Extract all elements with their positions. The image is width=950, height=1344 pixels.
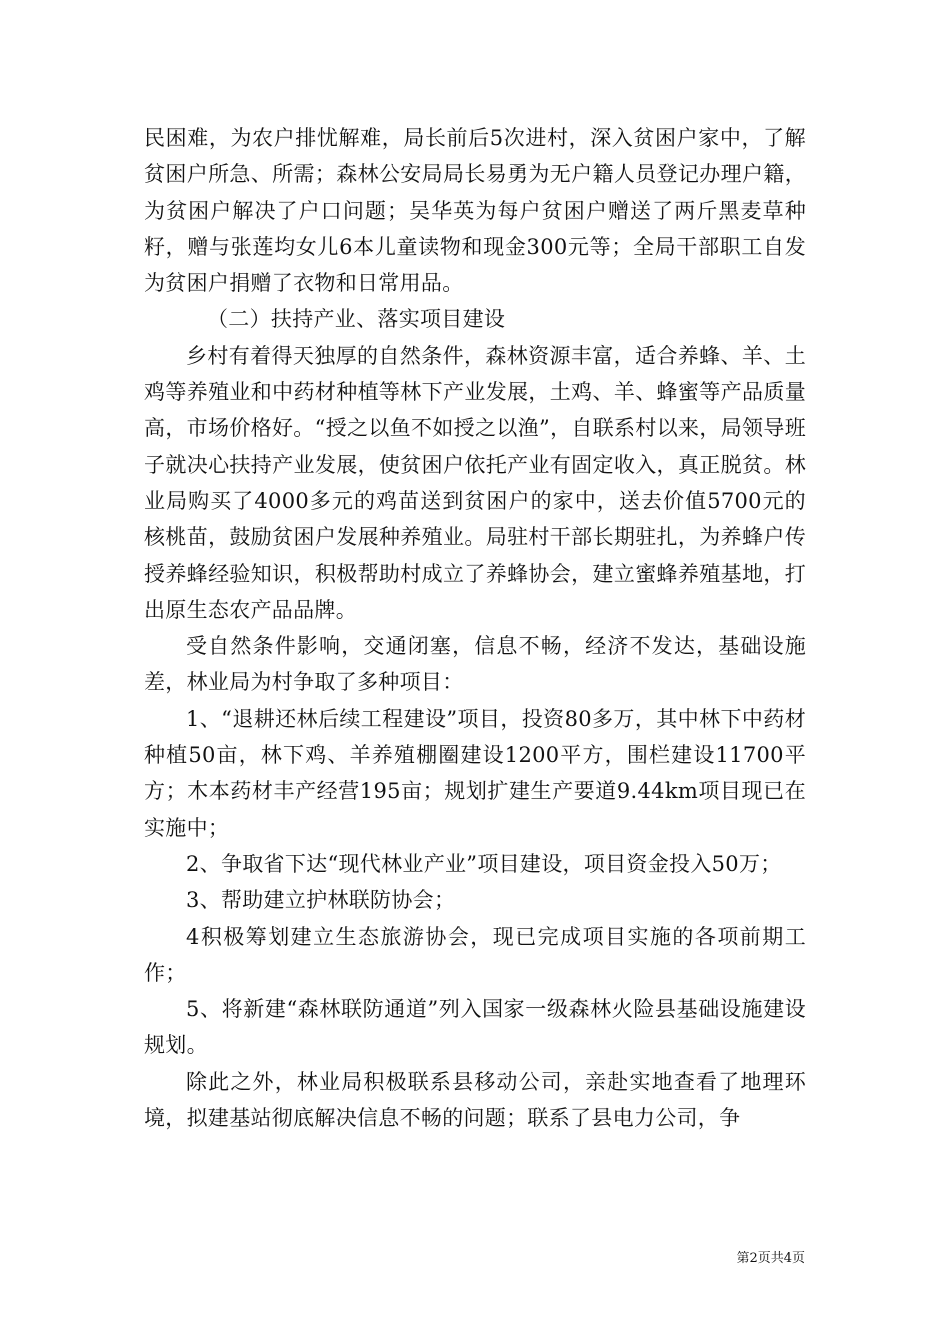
list-item-1: 1、“退耕还林后续工程建设”项目，投资80多万，其中林下中药材种植50亩，林下鸡、羊养殖棚圈建设1200平方，围栏建设11700平方；木本药材丰产经营195亩；规划扩建生产要道9.44km项目现已在实施中；: [144, 706, 806, 840]
list-item-5: 5、将新建“森林联防通道”列入国家一级森林火险县基础设施建设规划。: [144, 997, 806, 1058]
document-body: [144, 120, 806, 1136]
list-item-3: 3、帮助建立护林联防协会；: [186, 888, 456, 913]
paragraph-other-efforts: 除此之外，林业局积极联系县移动公司，亲赴实地查看了地理环境，拟建基站彻底解决信息不畅的问题；联系了县电力公司，争: [144, 1069, 806, 1131]
paragraph-industry: 乡村有着得天独厚的自然条件，森林资源丰富，适合养蜂、羊、土鸡等养殖业和中药材种植等林下产业发展，土鸡、羊、蜂蜜等产品质量高，市场价格好。“授之以鱼不如授之以渔”，自联系村以来，局领导班子就决心扶持产业发展，使贫困户依托产业有固定收入，真正脱贫。林业局购买了4000多元的鸡苗送到贫困户的家中，送去价值5700元的核桃苗，鼓励贫困户发展种养殖业。局驻村干部长期驻扎，为养蜂户传授养蜂经验知识，积极帮助村成立了养蜂协会，建立蜜蜂养殖基地，打出原生态农产品品牌。: [144, 343, 806, 622]
list-item-4: 4积极筹划建立生态旅游协会，现已完成项目实施的各项前期工作；: [144, 924, 806, 985]
section-heading: （二）扶持产业、落实项目建设: [207, 307, 506, 332]
paragraph-continuation: 民困难，为农户排忧解难，局长前后5次进村，深入贫困户家中，了解贫困户所急、所需；森林公安局局长易勇为无户籍人员登记办理户籍，为贫困户解决了户口问题；吴华英为每户贫困户赠送了两斤黑麦草种籽，赠与张莲均女儿6本儿童读物和现金300元等；全局干部职工自发为贫困户捐赠了衣物和日常用品。: [144, 126, 806, 296]
list-item-2: 2、争取省下达“现代林业产业”项目建设，项目资金投入50万；: [186, 851, 782, 876]
page-number: 第2页共4页: [736, 1251, 805, 1266]
paragraph-conditions: 受自然条件影响，交通闭塞，信息不畅，经济不发达，基础设施差，林业局为村争取了多种项目：: [144, 634, 806, 695]
